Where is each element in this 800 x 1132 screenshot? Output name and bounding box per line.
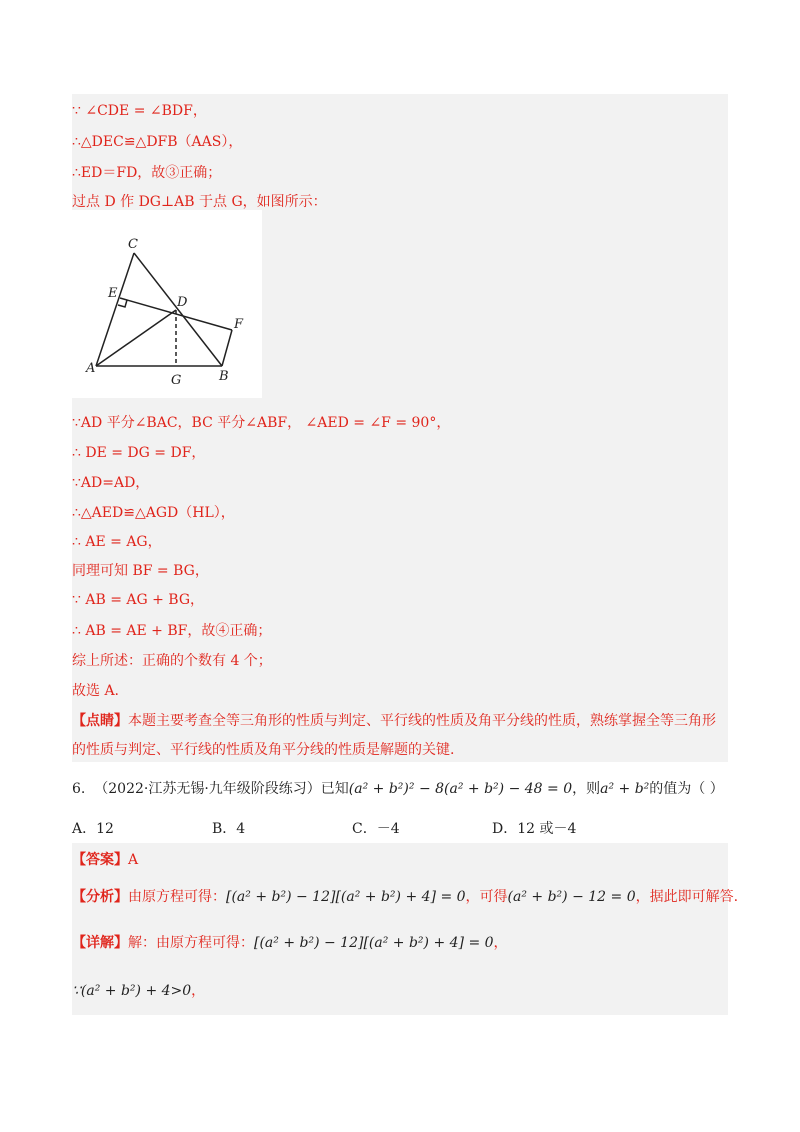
last-line (72, 980, 205, 1000)
step-line-6: ∴ DE = DG = DF， (72, 445, 206, 461)
question-number: 6. (72, 781, 86, 797)
triangle-diagram (72, 210, 262, 398)
detail-tag: 【详解】 (72, 935, 128, 951)
label-d: D (177, 295, 188, 310)
step-line-14: 故选 A. (72, 683, 120, 699)
step-line-2: ∴△DEC≌△DFB（AAS）， (72, 134, 243, 150)
last-comma: ， (191, 983, 206, 999)
label-e: E (108, 286, 118, 301)
analysis-post: ，据此即可解答. (635, 889, 739, 905)
question-equation: (a² + b²)² − 8(a² + b²) − 48 = 0 (348, 781, 573, 797)
step-line-3: ∴ED＝FD，故③正确； (72, 165, 222, 181)
detail-post: ， (493, 935, 508, 951)
dianjing-line-1 (72, 710, 716, 730)
option-b: B．4 (212, 821, 246, 837)
step-line-1: ∵ ∠CDE = ∠BDF， (72, 103, 207, 119)
answer-tag: 【答案】 (72, 852, 128, 868)
label-c: C (128, 237, 138, 252)
answer-value: A (128, 852, 139, 868)
option-a: A．12 (72, 821, 114, 837)
analysis-mid: ，可得 (465, 889, 508, 905)
analysis-line (72, 886, 738, 906)
option-c: C．－4 (352, 821, 400, 837)
option-d: D．12 或－4 (492, 821, 577, 837)
segment-fb (222, 330, 232, 366)
segment-ad (96, 310, 176, 366)
label-f: F (234, 317, 244, 332)
label-g: G (171, 373, 182, 388)
step-line-8: ∴△AED≌△AGD（HL）， (72, 505, 235, 521)
question-ask-pre: ，则 (572, 781, 601, 797)
label-b: B (219, 369, 229, 384)
dianjing-line-2: 的性质与判定、平行线的性质及角平分线的性质是解题的关键. (72, 742, 455, 758)
step-line-11: ∵ AB = AG + BG， (72, 592, 205, 608)
step-line-12: ∴ AB = AE + BF，故④正确； (72, 623, 272, 639)
analysis-eq1: [(a² + b²) − 12][(a² + b²) + 4] = 0 (226, 889, 466, 905)
geometry-figure (72, 210, 262, 398)
question-ask-expr: a² + b² (600, 781, 650, 797)
dianjing-text-1: 本题主要考查全等三角形的性质与判定、平行线的性质及角平分线的性质，熟练掌握全等三角形 (128, 713, 716, 729)
segment-ca (96, 253, 134, 366)
right-angle-mark (118, 300, 127, 307)
answer-line (72, 849, 138, 869)
analysis-pre: 由原方程可得： (128, 889, 226, 905)
analysis-eq2: (a² + b²) − 12 = 0 (507, 889, 636, 905)
detail-pre: 解：由原方程可得： (128, 935, 254, 951)
question-ask-post: 的值为（ ） (649, 781, 724, 797)
step-line-5: ∵AD 平分∠BAC，BC 平分∠ABF， ∠AED = ∠F = 90°， (72, 415, 451, 431)
analysis-tag: 【分析】 (72, 889, 128, 905)
label-a: A (86, 361, 96, 376)
question-source: （2022·江苏无锡·九年级阶段练习）已知 (94, 781, 349, 797)
step-line-4: 过点 D 作 DG⊥AB 于点 G，如图所示： (72, 194, 327, 210)
detail-line (72, 932, 508, 952)
last-expr: ∵(a² + b²) + 4>0 (72, 983, 192, 999)
step-line-10: 同理可知 BF = BG， (72, 563, 209, 579)
step-line-9: ∴ AE = AG， (72, 534, 162, 550)
step-line-7: ∵AD=AD， (72, 475, 150, 491)
step-line-13: 综上所述：正确的个数有 4 个； (72, 653, 272, 669)
dianjing-tag: 【点睛】 (72, 713, 128, 729)
detail-eq: [(a² + b²) − 12][(a² + b²) + 4] = 0 (254, 935, 494, 951)
question-6 (72, 778, 724, 798)
